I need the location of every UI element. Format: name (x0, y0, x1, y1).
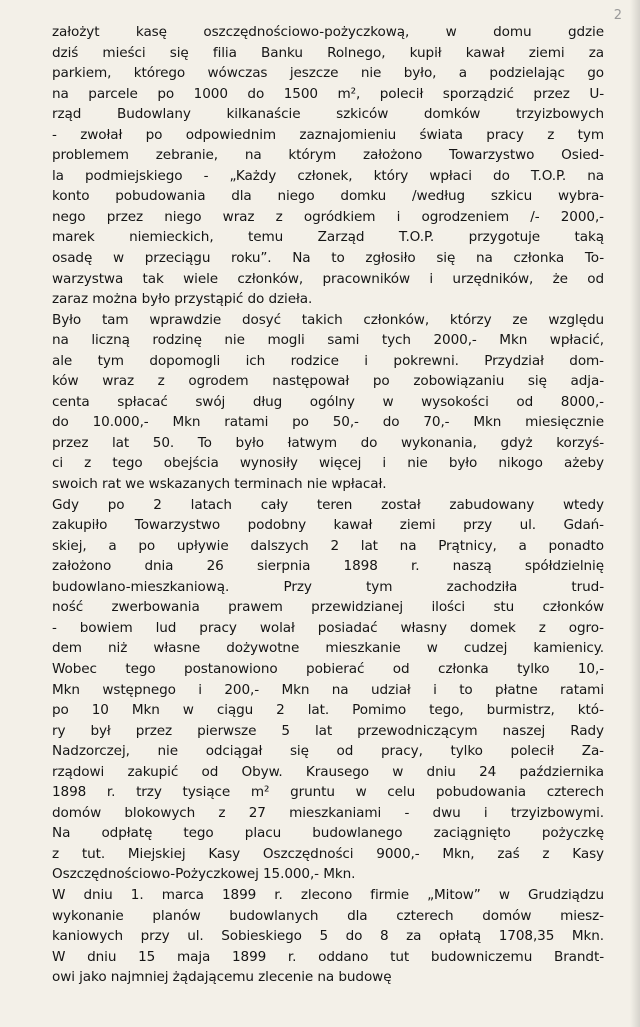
text-line: ność zwerbowania prawem przewidzianej ilości stu członków (52, 599, 604, 616)
text-line: przez lat 50. To było łatwym do wykonania, gdyż korzyś- (52, 434, 604, 451)
text-line: wykonanie planów budowlanych dla czterech domów miesz- (52, 907, 604, 924)
text-line: marek niemieckich, temu Zarząd T.O.P. przygotuje taką (52, 229, 604, 246)
text-line: owi jako najmniej żądającemu zlecenie na budowę (52, 969, 392, 986)
text-line: 1898 r. trzy tysiące m² gruntu w celu pobudowania czterech (52, 784, 604, 801)
text-line: rząd Budowlany kilkanaście szkiców domków trzyizbowych (52, 106, 604, 123)
text-line: zakupiło Towarzystwo podobny kawał ziemi przy ul. Gdań- (52, 517, 604, 534)
text-line: warzystwa tak wiele członków, pracowników i urzędników, że od (52, 270, 604, 287)
text-line: ry był przez pierwsze 5 lat przewodniczącym naszej Rady (52, 722, 604, 739)
text-line: na parcele po 1000 do 1500 m², polecił sporządzić przez U- (52, 85, 604, 102)
text-line: konto pobudowania dla niego domku /według szkicu wybra- (52, 188, 604, 205)
text-line: zaraz można było przystąpić do dzieła. (52, 291, 313, 308)
text-line: - zwołał po odpowiednim zaznajomieniu świata pracy z tym (52, 126, 604, 143)
text-line: W dniu 1. marca 1899 r. zlecono firmie „Mitow” w Grudziądzu (52, 886, 604, 903)
text-line: la podmiejskiego - „Każdy członek, który wpłaci do T.O.P. na (52, 167, 604, 184)
text-line: W dniu 15 maja 1899 r. oddano tut budowniczemu Brandt- (52, 948, 604, 965)
text-line: rządowi zakupić od Obyw. Krausego w dniu 24 października (52, 763, 604, 780)
page-number: 2 (613, 8, 622, 23)
text-line: centa spłacać swój dług ogólny w wysokości od 8000,- (52, 393, 604, 410)
text-line: Nadzorczej, nie odciągał się od pracy, tylko polecił Za- (52, 743, 604, 760)
text-line: kaniowych przy ul. Sobieskiego 5 do 8 za opłatą 1708,35 Mkn. (52, 928, 604, 945)
text-line: problemem zebranie, na którym założono Towarzystwo Osied- (52, 147, 604, 164)
text-line: osadę w przeciągu roku”. Na to zgłosiło się na członka To- (52, 250, 604, 267)
text-line: swoich rat we wskazanych terminach nie wpłacał. (52, 476, 387, 493)
text-line: parkiem, którego wówczas jeszcze nie było, a podzielając go (52, 65, 604, 82)
text-line: budowlano-mieszkaniową. Przy tym zachodziła trud- (52, 578, 604, 595)
text-line: z tut. Miejskiej Kasy Oszczędności 9000,- Mkn, zaś z Kasy (52, 845, 604, 862)
text-line: domów blokowych z 27 mieszkaniami - dwu i trzyizbowymi. (52, 804, 604, 821)
text-line: dziś mieści się filia Banku Rolnego, kupił kawał ziemi za (52, 44, 604, 61)
text-line: Gdy po 2 latach cały teren został zabudowany wtedy (52, 496, 604, 513)
text-line: dem niż własne dożywotne mieszkanie w cudzej kamienicy. (52, 640, 604, 657)
text-line: Wobec tego postanowiono pobierać od członka tylko 10,- (52, 660, 604, 677)
page-edge-shadow (630, 0, 640, 1027)
text-line: Mkn wstępnego i 200,- Mkn na udział i to płatne ratami (52, 681, 604, 698)
text-line: ków wraz z ogrodem następował po zobowiązaniu się adja- (52, 373, 604, 390)
text-line: Oszczędnościowo-Pożyczkowej 15.000,- Mkn. (52, 866, 356, 883)
handwritten-text-body (52, 22, 604, 988)
text-line: założyt kasę oszczędnościowo-pożyczkową, w domu gdzie (52, 24, 604, 40)
text-line: założono dnia 26 sierpnia 1898 r. naszą spółdzielnię (52, 558, 604, 575)
text-line: po 10 Mkn w ciągu 2 lat. Pomimo tego, burmistrz, któ- (52, 702, 604, 719)
text-line: skiej, a po upływie dalszych 2 lat na Prątnicy, a ponadto (52, 537, 604, 554)
text-line: Było tam wprawdzie dosyć takich członków, którzy ze względu (52, 311, 604, 328)
text-line: na liczną rodzinę nie mogli sami tych 2000,- Mkn wpłacić, (52, 332, 604, 349)
text-line: Na odpłatę tego placu budowlanego zaciągnięto pożyczkę (52, 825, 604, 842)
text-line: ale tym dopomogli ich rodzice i pokrewni. Przydział dom- (52, 352, 604, 369)
text-line: nego przez niego wraz z ogródkiem i ogrodzeniem /- 2000,- (52, 208, 604, 225)
text-line: do 10.000,- Mkn ratami po 50,- do 70,- Mkn miesięcznie (52, 414, 604, 431)
text-line: - bowiem lud pracy wolał posiadać własny domek z ogro- (52, 619, 604, 636)
text-line: ci z tego obejścia wynosiły więcej i nie było nikogo ażeby (52, 455, 604, 472)
